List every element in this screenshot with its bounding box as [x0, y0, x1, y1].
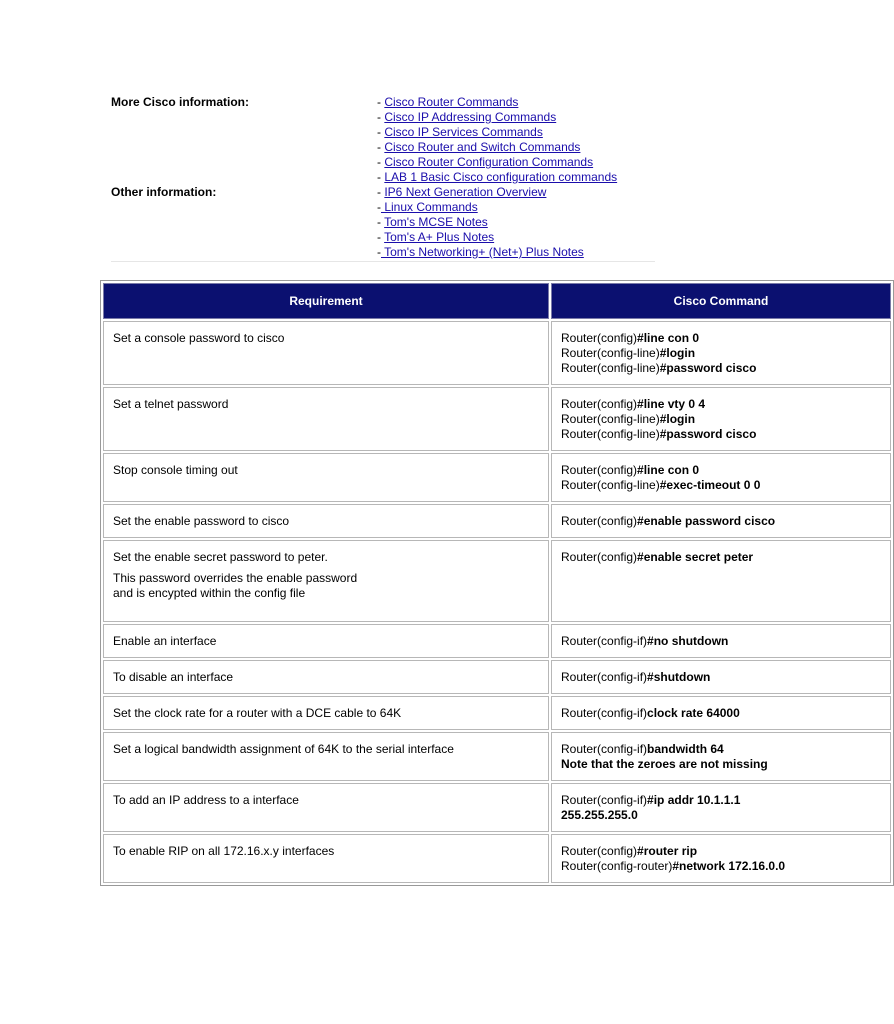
command-cell [551, 696, 891, 730]
requirement-text: To disable an interface [113, 670, 234, 684]
requirement-text: Enable an interface [113, 634, 217, 648]
command-line [561, 808, 882, 823]
link-dash: - [377, 170, 385, 184]
requirement-cell [103, 696, 549, 730]
table-row [103, 624, 891, 658]
table-row [103, 453, 891, 502]
command-prompt: Router(config) [561, 514, 638, 528]
link-dash: - [377, 200, 381, 214]
requirement-cell [103, 624, 549, 658]
command-line [561, 742, 882, 757]
requirement-text: Stop console timing out [113, 463, 238, 477]
command-cell [551, 624, 891, 658]
info-link[interactable]: Cisco Router Configuration Commands [384, 155, 594, 169]
link-item [377, 230, 617, 245]
command-line [561, 859, 882, 874]
command-prompt: Router(config-if) [561, 793, 648, 807]
info-link[interactable]: Cisco Router and Switch Commands [384, 140, 581, 154]
command-keyword: #enable secret peter [637, 550, 754, 564]
command-prompt: Router(config-router) [561, 859, 673, 873]
requirement-cell [103, 387, 549, 451]
commands-table-wrapper [100, 280, 786, 886]
command-keyword: #enable password cisco [637, 514, 776, 528]
info-link[interactable]: LAB 1 Basic Cisco configuration commands [384, 170, 618, 184]
more-cisco-label: More Cisco information: [111, 95, 250, 109]
command-line [561, 478, 882, 493]
info-link[interactable]: Cisco Router Commands [384, 95, 519, 109]
command-keyword: #login [659, 412, 696, 426]
other-info-label: Other information: [111, 185, 217, 199]
requirement-cell [103, 453, 549, 502]
table-row [103, 540, 891, 622]
link-dash: - [377, 245, 381, 259]
command-prompt: Router(config-line) [561, 412, 660, 426]
requirement-text: Set the enable secret password to peter. [113, 550, 328, 564]
link-dash: - [377, 95, 385, 109]
command-line [561, 361, 882, 376]
command-keyword: bandwidth 64 [647, 742, 724, 756]
requirement-text: Set a console password to cisco [113, 331, 285, 345]
requirement-cell [103, 540, 549, 622]
command-line [561, 412, 882, 427]
command-keyword: #password cisco [659, 427, 757, 441]
command-line [561, 397, 882, 412]
requirement-header: Requirement [103, 283, 549, 319]
link-item [377, 110, 617, 125]
link-dash: - [377, 140, 385, 154]
link-dash: - [377, 230, 385, 244]
command-line [561, 346, 882, 361]
command-keyword: 255.255.255.0 [561, 808, 638, 822]
command-prompt: Router(config-if) [561, 742, 648, 756]
info-link[interactable]: Tom's MCSE Notes [384, 215, 488, 229]
command-cell [551, 504, 891, 538]
table-row [103, 504, 891, 538]
command-line [561, 550, 882, 565]
command-keyword: Note that the zeroes are not missing [561, 757, 768, 771]
command-line [561, 757, 882, 772]
divider [111, 261, 655, 262]
link-dash: - [377, 110, 385, 124]
command-keyword: #line con 0 [637, 331, 700, 345]
link-dash: - [377, 215, 385, 229]
command-cell [551, 834, 891, 883]
table-row [103, 387, 891, 451]
command-prompt: Router(config) [561, 463, 638, 477]
link-dash: - [377, 185, 385, 199]
table-row [103, 834, 891, 883]
requirement-text: Set the clock rate for a router with a DCE cable to 64K [113, 706, 402, 720]
info-link[interactable]: Tom's A+ Plus Notes [384, 230, 495, 244]
link-dash: - [377, 155, 385, 169]
command-line [561, 463, 882, 478]
command-prompt: Router(config-if) [561, 670, 648, 684]
command-prompt: Router(config) [561, 331, 638, 345]
link-list [377, 95, 617, 260]
link-item [377, 95, 617, 110]
info-link[interactable]: Cisco IP Services Commands [384, 125, 543, 139]
command-line [561, 427, 882, 442]
info-link[interactable]: Linux Commands [381, 200, 478, 214]
command-keyword: #router rip [637, 844, 698, 858]
requirement-text: To enable RIP on all 172.16.x.y interfaces [113, 844, 335, 858]
command-cell [551, 783, 891, 832]
table-row [103, 696, 891, 730]
command-keyword: #line vty 0 4 [637, 397, 706, 411]
command-prompt: Router(config) [561, 397, 638, 411]
info-link[interactable]: Tom's Networking+ (Net+) Plus Notes [381, 245, 584, 259]
command-keyword: clock rate 64000 [647, 706, 740, 720]
command-line [561, 634, 882, 649]
requirement-text: Set a logical bandwidth assignment of 64K to the serial interface [113, 742, 454, 756]
command-keyword: #login [659, 346, 696, 360]
command-keyword: #password cisco [659, 361, 757, 375]
command-prompt: Router(config-if) [561, 634, 648, 648]
command-line [561, 706, 882, 721]
link-item [377, 140, 617, 155]
table-header-row [103, 283, 891, 319]
link-item [377, 155, 617, 170]
command-prompt: Router(config) [561, 550, 638, 564]
requirement-cell [103, 321, 549, 385]
command-cell [551, 660, 891, 694]
command-keyword: #ip addr 10.1.1.1 [647, 793, 741, 807]
requirement-text: Set a telnet password [113, 397, 229, 411]
command-cell [551, 321, 891, 385]
commands-table [100, 280, 894, 886]
command-keyword: #shutdown [647, 670, 711, 684]
requirement-cell [103, 660, 549, 694]
info-link[interactable]: IP6 Next Generation Overview [384, 185, 547, 199]
info-link[interactable]: Cisco IP Addressing Commands [384, 110, 557, 124]
command-keyword: #no shutdown [647, 634, 729, 648]
command-prompt: Router(config-line) [561, 346, 660, 360]
command-cell [551, 387, 891, 451]
command-prompt: Router(config-line) [561, 427, 660, 441]
link-dash: - [377, 125, 385, 139]
requirement-cell [103, 732, 549, 781]
table-row [103, 783, 891, 832]
link-item [377, 200, 617, 215]
command-line [561, 331, 882, 346]
command-line [561, 844, 882, 859]
command-keyword: #network 172.16.0.0 [672, 859, 786, 873]
requirement-text: To add an IP address to a interface [113, 793, 299, 807]
command-cell [551, 732, 891, 781]
requirement-cell [103, 783, 549, 832]
cisco-command-header: Cisco Command [551, 283, 891, 319]
command-prompt: Router(config-line) [561, 478, 660, 492]
requirement-text: This password overrides the enable password [113, 571, 358, 585]
command-line [561, 514, 882, 529]
requirement-text: and is encypted within the config file [113, 586, 306, 600]
table-row [103, 660, 891, 694]
command-prompt: Router(config-line) [561, 361, 660, 375]
table-row [103, 321, 891, 385]
requirement-cell [103, 504, 549, 538]
command-keyword: #line con 0 [637, 463, 700, 477]
command-cell [551, 453, 891, 502]
command-keyword: #exec-timeout 0 0 [659, 478, 761, 492]
link-item [377, 170, 617, 185]
table-row [103, 732, 891, 781]
link-item [377, 125, 617, 140]
link-item [377, 185, 617, 200]
command-prompt: Router(config) [561, 844, 638, 858]
requirement-cell [103, 834, 549, 883]
link-item [377, 215, 617, 230]
command-line [561, 670, 882, 685]
command-prompt: Router(config-if) [561, 706, 648, 720]
link-item [377, 245, 617, 260]
command-cell [551, 540, 891, 622]
requirement-text: Set the enable password to cisco [113, 514, 290, 528]
command-line [561, 793, 882, 808]
